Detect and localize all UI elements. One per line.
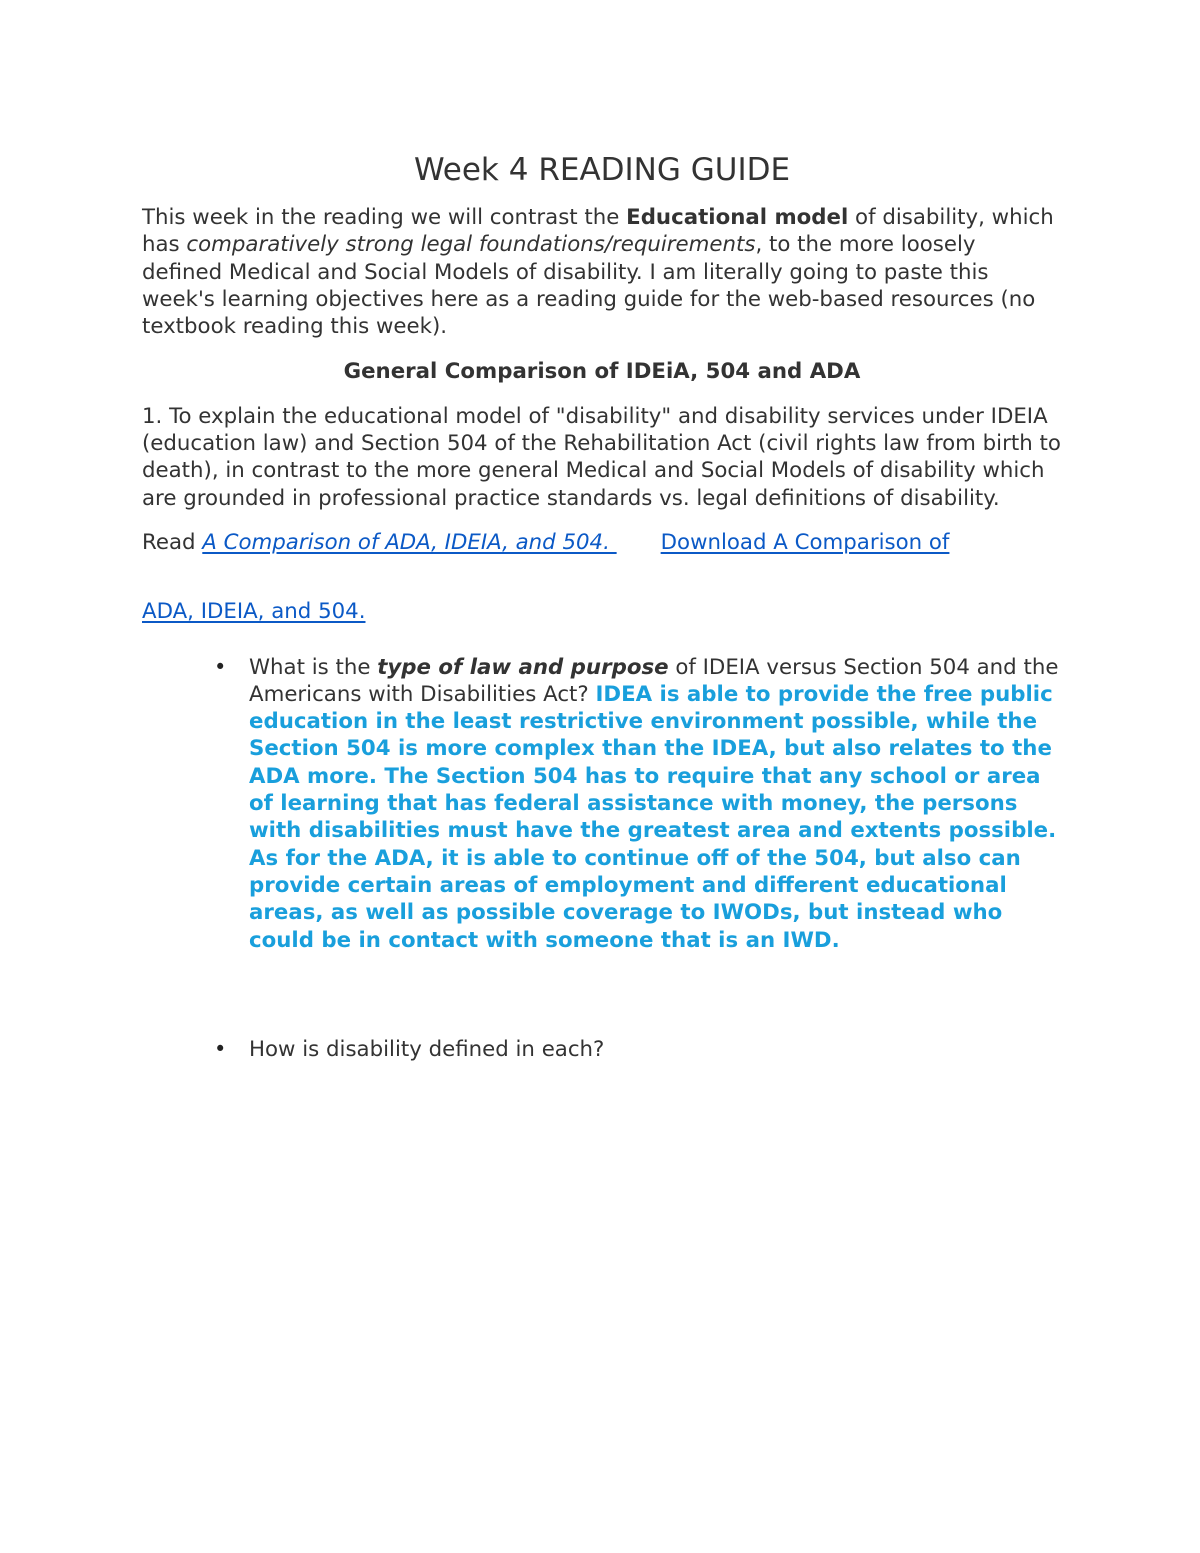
bullet-icon: • (214, 1036, 227, 1061)
document-title: Week 4 READING GUIDE (413, 152, 791, 188)
intro-paragraph (142, 204, 1062, 340)
question-1-text-2: of IDEIA versus Section 504 and the Americans with Disabilities Act? (249, 654, 1059, 707)
document-page (142, 150, 1062, 1063)
read-prefix: Read (142, 529, 203, 555)
question-1-text-1: What is the (249, 654, 378, 680)
intro-bold-educational-model: Educational model (626, 205, 849, 230)
question-1-bold-italic: type of law and purpose (377, 654, 669, 680)
intro-italic-legal-foundations: comparatively strong legal foundations/requirements (186, 232, 756, 258)
read-line (142, 529, 1062, 556)
bullet-icon: • (214, 654, 227, 679)
question-list (142, 654, 1062, 1064)
objective-1: 1. To explain the educational model of "disability" and disability services under IDEIA (education law) and Section 504 of the Rehabilitation Act (civil rights law from birth to death), in contrast to the more general Medical and Social Models of disability which are grounded in professional practice standards vs. legal definitions of disability. (142, 403, 1061, 511)
section-heading: General Comparison of IDEiA, 504 and ADA (343, 359, 861, 385)
list-item (142, 654, 1062, 954)
list-item (142, 1036, 1062, 1063)
comparison-link[interactable]: A Comparison of ADA, IDEIA, and 504. (202, 529, 617, 555)
download-link-part2[interactable]: ADA, IDEIA, and 504. (142, 599, 366, 625)
download-link-part1[interactable]: Download A Comparison of (660, 529, 950, 555)
question-2-text: How is disability defined in each? (249, 1036, 605, 1062)
intro-text-1: This week in the reading we will contrast the (142, 205, 627, 230)
intro-text-2: of disability, which has (142, 205, 1054, 258)
intro-text-3: , to the more loosely defined Medical and Social Models of disability. I am literally going to paste this week's learning objectives here as a reading guide for the web-based resources (no textbook reading this week). (142, 232, 1036, 340)
download-line-2 (142, 598, 1062, 625)
answer-1: IDEA is able to provide the free public education in the least restrictive environment possible, while the Section 504 is more complex than the IDEA, but also relates to the ADA more. The Section 504 has to require that any school or area of learning that has federal assistance with money, the persons with disabilities must have the greatest area and extents possible. As for the ADA, it is able to continue off of the 504, but also can provide certain areas of employment and different educational areas, as well as possible coverage to IWODs, but instead who could be in contact with someone that is an IWD. (249, 681, 1057, 953)
